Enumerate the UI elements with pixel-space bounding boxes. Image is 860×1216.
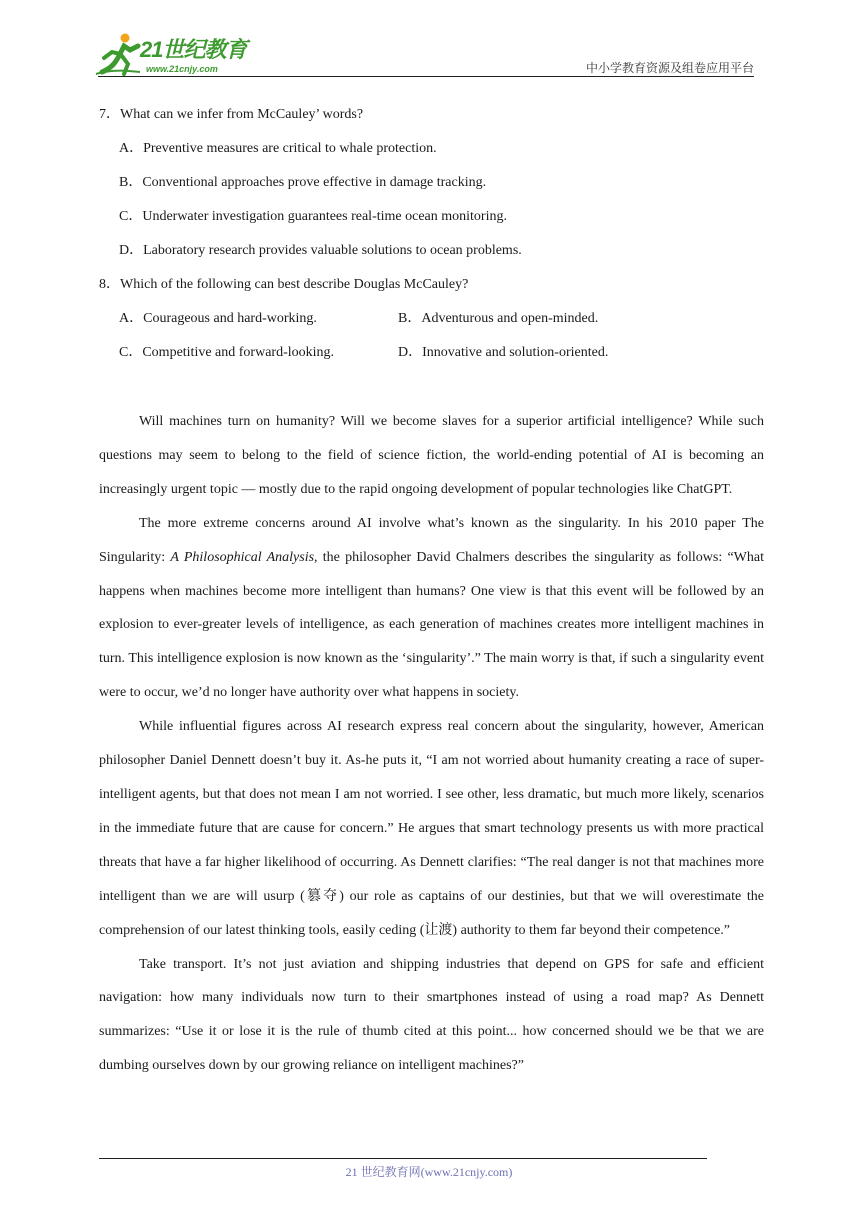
question-block xyxy=(99,104,769,376)
platform-title: 中小学教育资源及组卷应用平台 xyxy=(585,61,754,75)
option-row-8ab xyxy=(99,308,769,342)
reading-passage xyxy=(99,405,764,1083)
question-8: 8．Which of the following can best describe Douglas McCauley? xyxy=(99,277,469,292)
option-row-8cd xyxy=(99,342,769,376)
option-7a: A．Preventive measures are critical to whale protection. xyxy=(119,141,437,156)
option-8a: A．Courageous and hard-working. xyxy=(119,311,317,326)
paragraph-1: Will machines turn on humanity? Will we become slaves for a superior artificial intelligence? While such questions may seem to belong to the field of science fiction, the world-ending potential of AI is becoming an increasingly urgent topic — mostly due to the rapid ongoing development of popular technologies like ChatGPT. xyxy=(99,414,764,497)
option-7c: C．Underwater investigation guarantees real-time ocean monitoring. xyxy=(119,209,507,224)
logo-url: www.21cnjy.com xyxy=(146,64,218,74)
paper-title-italic: A Philosophical Analysis xyxy=(170,549,315,565)
option-8d: D．Innovative and solution-oriented. xyxy=(398,345,609,360)
paragraph-4: Take transport. It’s not just aviation and shipping industries that depend on GPS for safe and efficient navigation: how many individuals now turn to their smartphones instead of using a road map? As Dennett summarizes: “Use it or lose it is the rule of thumb cited at this point... how concerned should we be that we are dumbing ourselves down by our growing reliance on intelligent machines?” xyxy=(99,956,764,1074)
page-header xyxy=(0,0,860,80)
footer-divider xyxy=(99,1158,707,1159)
paragraph-2-text-b: , the philosopher David Chalmers describes the singularity as follows: “What happens when machines become more intelligent than humans? One view is that this event will be followed by an explosion to ever-greater levels of intelligence, as each generation of machines creates more intelligent machines in turn. This intelligence explosion is now known as the ‘singularity’.” The main worry is that, if such a singularity event were to occur, we’d no longer have authority over what happens in society. xyxy=(99,549,764,701)
logo-wordmark: 21世纪教育 xyxy=(140,37,247,62)
paragraph-2 xyxy=(99,507,764,710)
runner-logo-icon xyxy=(94,32,142,76)
header-divider xyxy=(98,76,754,77)
paragraph-2-text-a: The more extreme concerns around AI involve what’s known as the singularity. In his 2010 paper The Singularity: xyxy=(99,515,764,565)
option-7d: D．Laboratory research provides valuable solutions to ocean problems. xyxy=(119,243,522,258)
footer-link[interactable]: 21 世纪教育网(www.21cnjy.com) xyxy=(345,1165,513,1179)
option-8c: C．Competitive and forward-looking. xyxy=(119,345,335,360)
site-logo[interactable] xyxy=(94,32,264,78)
option-8b: B．Adventurous and open-minded. xyxy=(398,311,599,326)
paragraph-3: While influential figures across AI research express real concern about the singularity, however, American philosopher Daniel Dennett doesn’t buy it. As-he puts it, “I am not worried about humanity creating a race of super-intelligent agents, but that does not mean I am not worried. I see other, less dramatic, but much more likely, scenarios in the immediate future that are cause for concern.” He argues that smart technology presents us with more practical threats that have a far higher likelihood of occurring. As Dennett clarifies: “The real danger is not that machines more intelligent than we are will usurp (篡夺) our role as captains of our destinies, but that we will overestimate the comprehension of our latest thinking tools, easily ceding (让渡) authority to them far beyond their competence.” xyxy=(99,719,764,938)
question-7: 7．What can we infer from McCauley’ words? xyxy=(99,107,364,122)
option-7b: B．Conventional approaches prove effective in damage tracking. xyxy=(119,175,487,190)
